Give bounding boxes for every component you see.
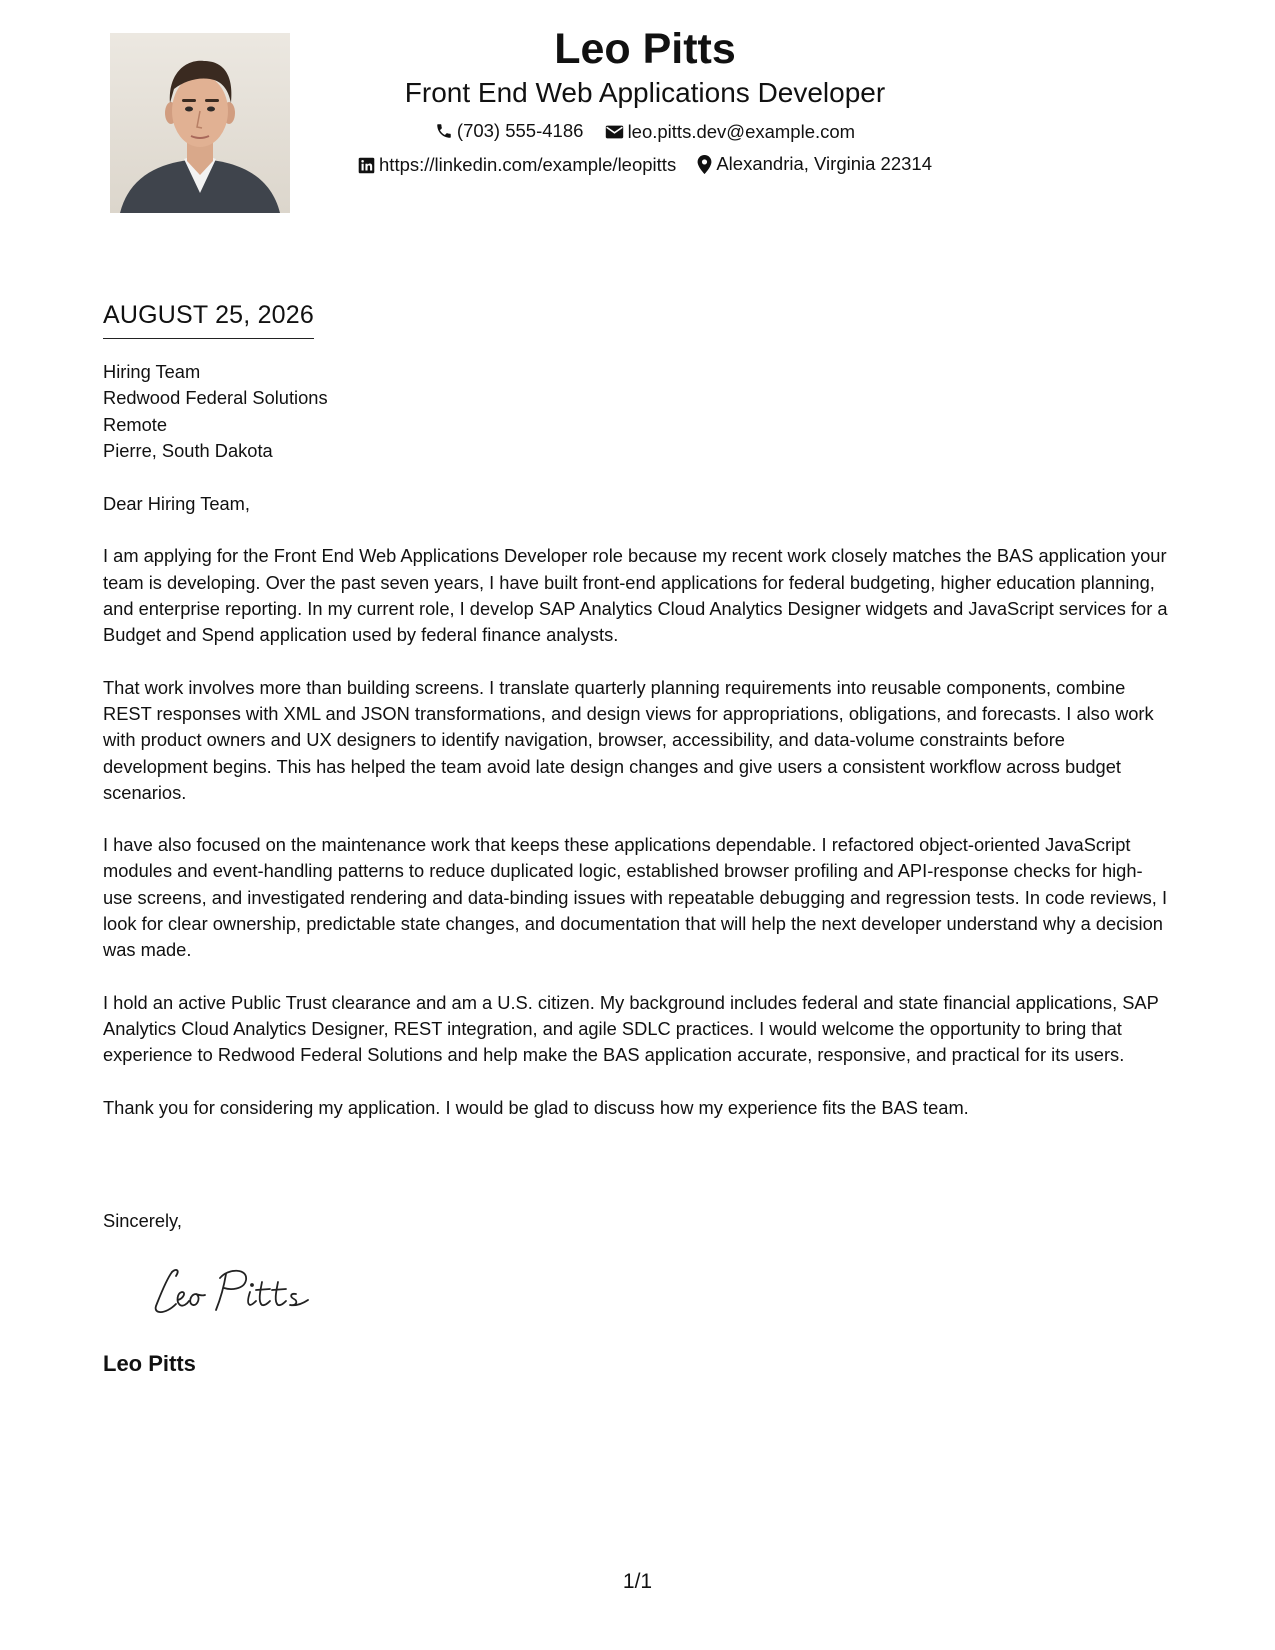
signer-name: Leo Pitts: [103, 1351, 196, 1376]
handwritten-signature: [150, 1260, 320, 1320]
email-address: leo.pitts.dev@example.com: [627, 121, 856, 142]
linkedin-icon: [358, 157, 375, 174]
contact-line-1: [310, 116, 980, 149]
recipient-location-type: Remote: [103, 413, 168, 435]
header: [310, 22, 980, 183]
job-title: Front End Web Applications Developer: [404, 77, 886, 108]
paragraph-3: I have also focused on the maintenance work that keeps these applications dependable. I refactored object-oriented JavaScript modules and event-handling patterns to reduce duplicated logic, established browser profiling and API-response checks for high-use screens, and investigated rendering and data-binding issues with repeatable debugging and regression tests. In code reviews, I look for clear ownership, predictable state changes, and documentation that will help the next developer understand why a decision was made.: [103, 834, 1168, 961]
closing: Sincerely,: [103, 1210, 182, 1231]
letter-body: [103, 359, 1168, 1121]
location-contact: [697, 149, 932, 179]
contact-line-2: [310, 149, 980, 183]
map-pin-icon: [697, 155, 712, 174]
location-text: Alexandria, Virginia 22314: [716, 153, 932, 174]
email-contact[interactable]: [605, 117, 856, 147]
letter-date: AUGUST 25, 2026: [103, 298, 314, 339]
phone-icon: [435, 122, 453, 140]
recipient-city: Pierre, South Dakota: [103, 439, 273, 461]
page-number: 1/1: [622, 1570, 653, 1593]
recipient-block: [103, 359, 1168, 464]
linkedin-url: https://linkedin.com/example/leopitts: [379, 154, 677, 175]
paragraph-2: That work involves more than building screens. I translate quarterly planning requirements into reusable components, combine REST responses with XML and JSON transformations, and design views for appropriations, obligations, and forecasts. I also work with product owners and UX designers to identify navigation, browser, accessibility, and data-volume constraints before development begins. This has helped the team avoid late design changes and give users a consistent workflow across budget scenarios.: [103, 676, 1154, 803]
paragraph-4: I hold an active Public Trust clearance and am a U.S. citizen. My background includes federal and state financial applications, SAP Analytics Cloud Analytics Designer, REST integration, and agile SDLC practices. I would welcome the opportunity to bring that experience to Redwood Federal Solutions and help make the BAS application accurate, responsive, and practical for its users.: [103, 991, 1159, 1066]
paragraph-5: Thank you for considering my application. I would be glad to discuss how my experience fits the BAS team.: [103, 1096, 969, 1118]
profile-photo: [110, 33, 290, 213]
paragraph-1: I am applying for the Front End Web Applications Developer role because my recent work closely matches the BAS application your team is developing. Over the past seven years, I have built front-end applications for federal budgeting, higher education planning, and enterprise reporting. In my current role, I develop SAP Analytics Cloud Analytics Designer widgets and JavaScript services for a Budget and Spend application used by federal finance analysts.: [103, 545, 1168, 646]
envelope-icon: [605, 124, 624, 140]
greeting: Dear Hiring Team,: [103, 493, 250, 515]
phone-number: (703) 555-4186: [456, 120, 584, 141]
phone-contact[interactable]: [435, 116, 584, 146]
applicant-name: Leo Pitts: [554, 25, 736, 73]
date-block: [103, 298, 314, 339]
recipient-company: Redwood Federal Solutions: [103, 387, 328, 409]
linkedin-contact[interactable]: [358, 150, 676, 180]
recipient-name: Hiring Team: [103, 361, 201, 382]
